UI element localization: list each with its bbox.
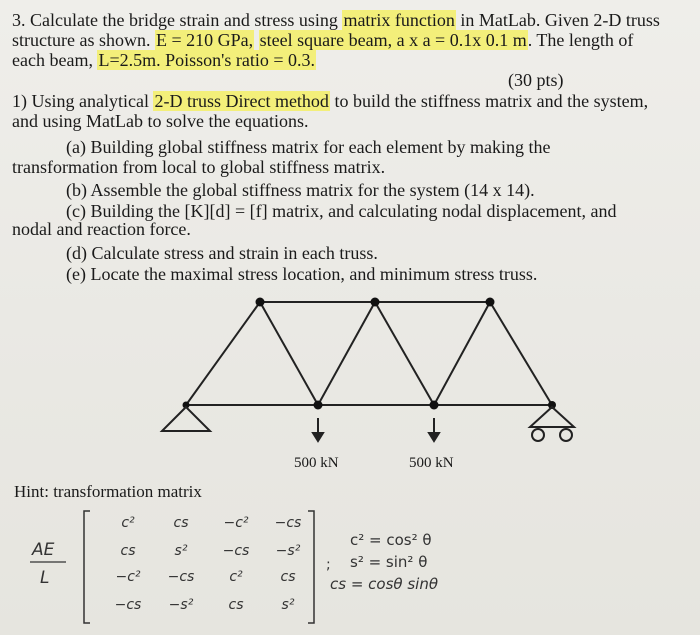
- problem-line-3: [12, 50, 316, 70]
- task-c-line-1: (c) Building the [K][d] = [f] matrix, and calculating nodal displacement, and: [66, 201, 617, 221]
- definition-c2: c² = cos² θ: [350, 531, 432, 549]
- text-segment: [254, 30, 259, 50]
- task-e: (e) Locate the maximal stress location, and minimum stress truss.: [66, 264, 538, 284]
- matrix-cell: −cs: [167, 569, 195, 585]
- truss-diagram: [150, 285, 590, 455]
- text-segment: . The length of: [527, 30, 634, 50]
- text-segment: each beam,: [12, 50, 98, 70]
- points-label: (30 pts): [508, 70, 564, 90]
- matrix-cell: −c²: [115, 569, 141, 585]
- highlighted-text: L=2.5m. Poisson's ratio = 0.3.: [98, 50, 316, 70]
- text-segment: 3. Calculate the bridge strain and stress using: [12, 10, 343, 30]
- joint-node: [314, 401, 323, 410]
- matrix-cell: cs: [173, 515, 189, 531]
- task-d: (d) Calculate stress and strain in each truss.: [66, 243, 378, 263]
- task-b: (b) Assemble the global stiffness matrix for the system (14 x 14).: [66, 180, 535, 200]
- transformation-matrix: [18, 505, 498, 630]
- hint-title: Hint: transformation matrix: [14, 482, 202, 501]
- highlighted-text: 2-D truss Direct method: [154, 91, 329, 111]
- highlighted-text: E = 210 GPa,: [155, 30, 254, 50]
- matrix-cell: cs: [280, 569, 296, 585]
- matrix-factor-numerator: AE: [32, 540, 55, 560]
- joint-node: [430, 401, 439, 410]
- highlighted-text: matrix function: [343, 10, 455, 30]
- text-segment: 1) Using analytical: [12, 91, 154, 111]
- truss-member: [318, 302, 375, 405]
- separator: ;: [326, 557, 331, 573]
- joint-node: [371, 298, 380, 307]
- load-label-2: 500 kN: [409, 455, 454, 471]
- problem-line-2: [12, 30, 633, 50]
- load-arrow-icon: [313, 418, 323, 441]
- matrix-factor-denominator: L: [40, 568, 50, 588]
- highlighted-text: steel square beam, a x a = 0.1x 0.1 m: [259, 30, 527, 50]
- load-arrow-icon: [429, 418, 439, 441]
- matrix-cell: −cs: [114, 597, 142, 613]
- matrix-cell: −cs: [274, 515, 302, 531]
- pin-support-icon: [162, 407, 210, 431]
- matrix-cell: s²: [281, 597, 295, 613]
- text-segment: structure as shown.: [12, 30, 155, 50]
- task-a-line-2: transformation from local to global stiffness matrix.: [12, 157, 386, 177]
- matrix-cell: cs: [228, 597, 244, 613]
- matrix-cell: −cs: [222, 543, 250, 559]
- problem-line-5: and using MatLab to solve the equations.: [12, 111, 309, 131]
- matrix-cell: c²: [229, 569, 243, 585]
- definition-s2: s² = sin² θ: [350, 553, 428, 571]
- problem-line-4: [12, 91, 648, 111]
- joint-node: [256, 298, 265, 307]
- matrix-cell: c²: [121, 515, 135, 531]
- matrix-cell: −s²: [275, 543, 301, 559]
- text-segment: to build the stiffness matrix and the system,: [329, 91, 649, 111]
- load-label-1: 500 kN: [294, 455, 339, 471]
- truss-member: [186, 302, 260, 405]
- matrix-cell: −s²: [168, 597, 194, 613]
- problem-line-1: [12, 10, 660, 30]
- truss-member: [260, 302, 318, 405]
- truss-member: [434, 302, 490, 405]
- truss-member: [490, 302, 552, 405]
- text-segment: in MatLab. Given 2-D truss: [455, 10, 660, 30]
- task-a-line-1: (a) Building global stiffness matrix for each element by making the: [66, 137, 551, 157]
- matrix-cell: s²: [174, 543, 188, 559]
- matrix-cell: cs: [120, 543, 136, 559]
- roller-support-icon: [530, 407, 574, 441]
- matrix-cell: −c²: [223, 515, 249, 531]
- truss-member: [375, 302, 434, 405]
- joint-node: [486, 298, 495, 307]
- task-c-line-2: nodal and reaction force.: [12, 219, 191, 239]
- definition-cs: cs = cosθ sinθ: [330, 575, 439, 593]
